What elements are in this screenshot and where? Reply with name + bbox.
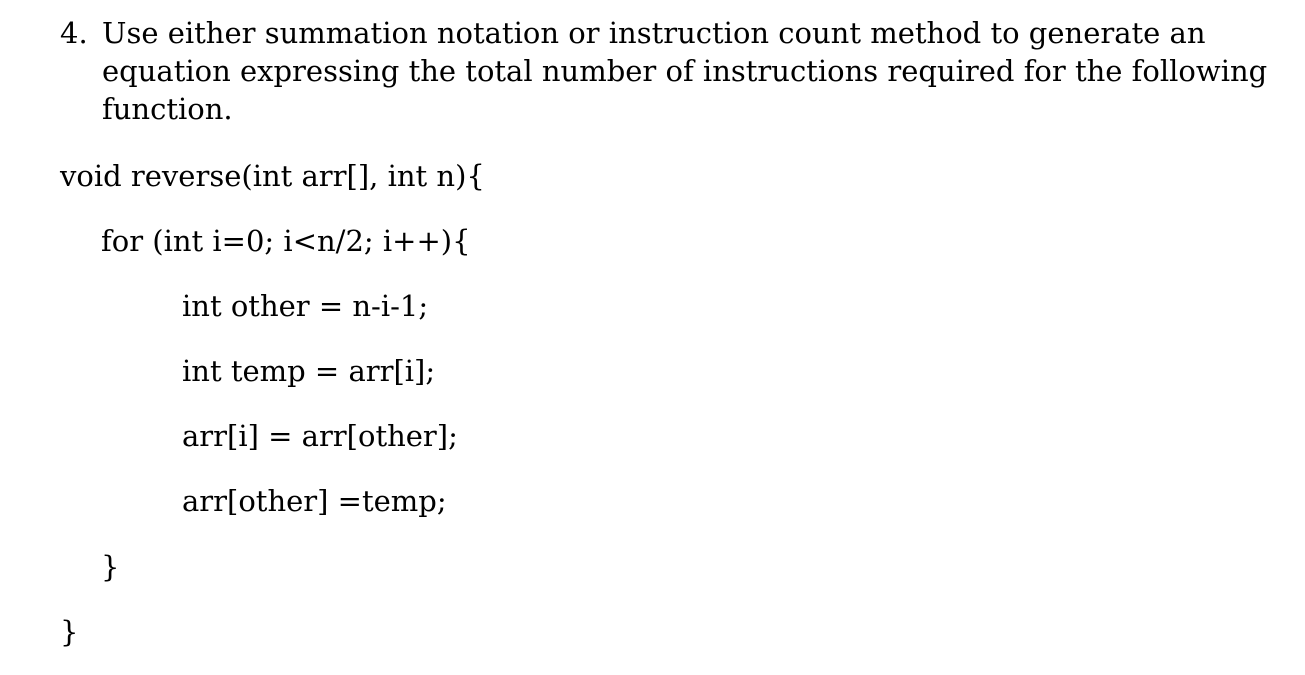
swap-assignment-line: arr[i] = arr[other]; (182, 419, 458, 453)
temp-assignment-line: int temp = arr[i]; (182, 354, 436, 388)
question-number: 4. (60, 16, 88, 50)
loop-closing-brace: } (101, 550, 120, 584)
for-loop-header-line: for (int i=0; i<n/2; i++){ (101, 224, 471, 258)
function-closing-brace: } (60, 615, 79, 649)
restore-assignment-line: arr[other] =temp; (182, 484, 447, 518)
question-text: Use either summation notation or instruction count method to generate an equation expressing the total number of instructions required for the following function. (102, 16, 1268, 126)
other-assignment-line: int other = n-i-1; (182, 289, 429, 323)
question-block (60, 14, 1270, 128)
function-signature-line: void reverse(int arr[], int n){ (60, 159, 485, 193)
